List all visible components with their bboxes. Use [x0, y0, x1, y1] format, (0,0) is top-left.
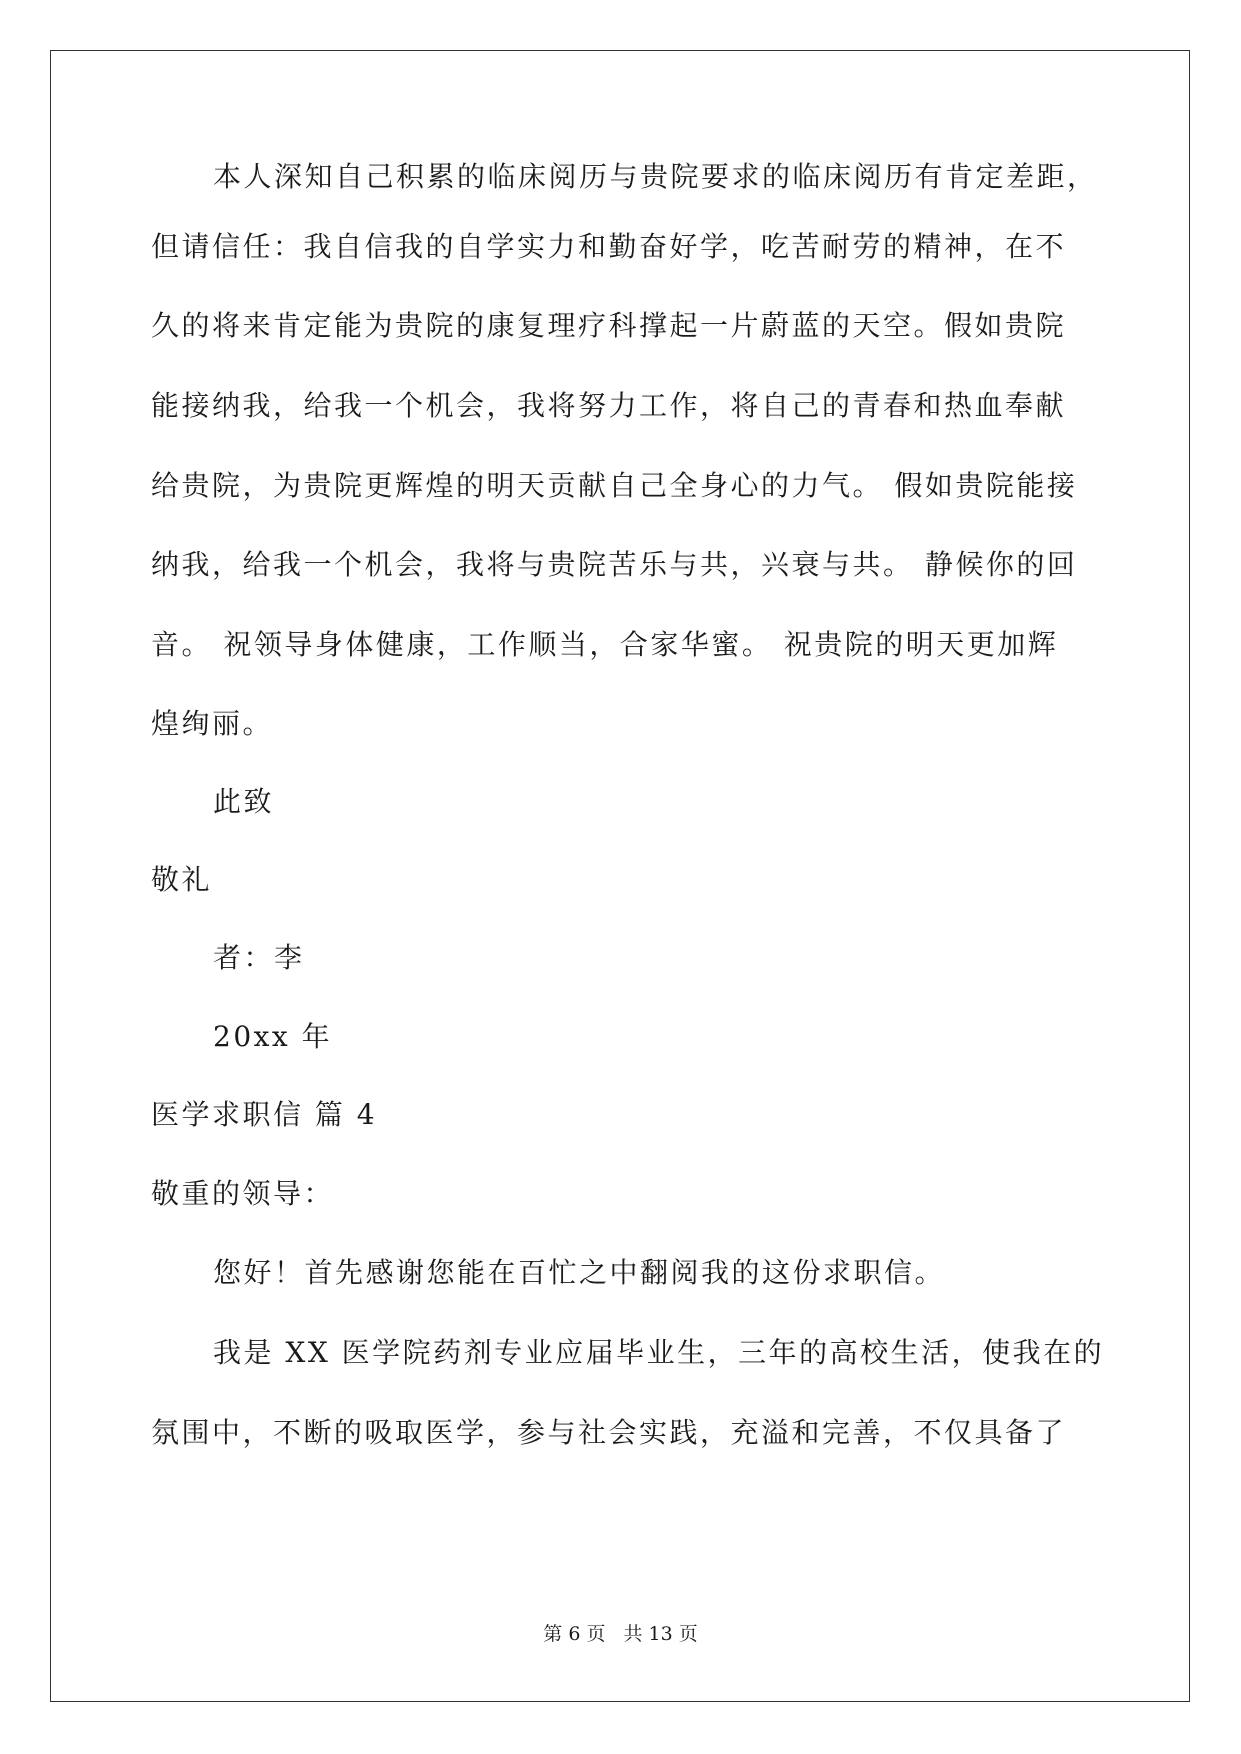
- page-number: 第 6 页: [543, 1623, 606, 1645]
- closing-respect: 敬礼: [151, 863, 213, 896]
- section-heading: 医学求职信 篇 4: [151, 1098, 378, 1131]
- paragraph-line: 氛围中，不断的吸取医学，参与社会实践，充溢和完善，不仅具备了: [151, 1416, 1067, 1449]
- paragraph-line: 本人深知自己积累的临床阅历与贵院要求的临床阅历有肯定差距，: [213, 160, 1098, 193]
- paragraph-line: 久的将来肯定能为贵院的康复理疗科撑起一片蔚蓝的天空。假如贵院: [151, 309, 1067, 342]
- page-total: 共 13 页: [623, 1623, 698, 1645]
- paragraph-line: 但请信任：我自信我的自学实力和勤奋好学，吃苦耐劳的精神，在不: [151, 230, 1067, 263]
- date-line: 20xx 年: [213, 1020, 333, 1053]
- paragraph-line: 我是 XX 医学院药剂专业应届毕业生，三年的高校生活，使我在的: [213, 1336, 1105, 1369]
- paragraph-line: 煌绚丽。: [151, 707, 274, 740]
- paragraph-line: 给贵院，为贵院更辉煌的明天贡献自己全身心的力气。 假如贵院能接: [151, 469, 1078, 502]
- paragraph-line: 能接纳我，给我一个机会，我将努力工作，将自己的青春和热血奉献: [151, 389, 1067, 422]
- paragraph-line: 纳我，给我一个机会，我将与贵院苦乐与共，兴衰与共。 静候你的回: [151, 548, 1078, 581]
- paragraph-line: 音。 祝领导身体健康，工作顺当，合家华蜜。 祝贵院的明天更加辉: [151, 628, 1059, 661]
- closing-salutation: 此致: [213, 785, 275, 818]
- letter-greeting: 敬重的领导：: [151, 1177, 335, 1210]
- signature-line: 者：李: [213, 941, 305, 974]
- page-footer: [0, 1622, 1241, 1646]
- page-border: [50, 50, 1190, 1702]
- paragraph-line: 您好！首先感谢您能在百忙之中翻阅我的这份求职信。: [213, 1256, 946, 1289]
